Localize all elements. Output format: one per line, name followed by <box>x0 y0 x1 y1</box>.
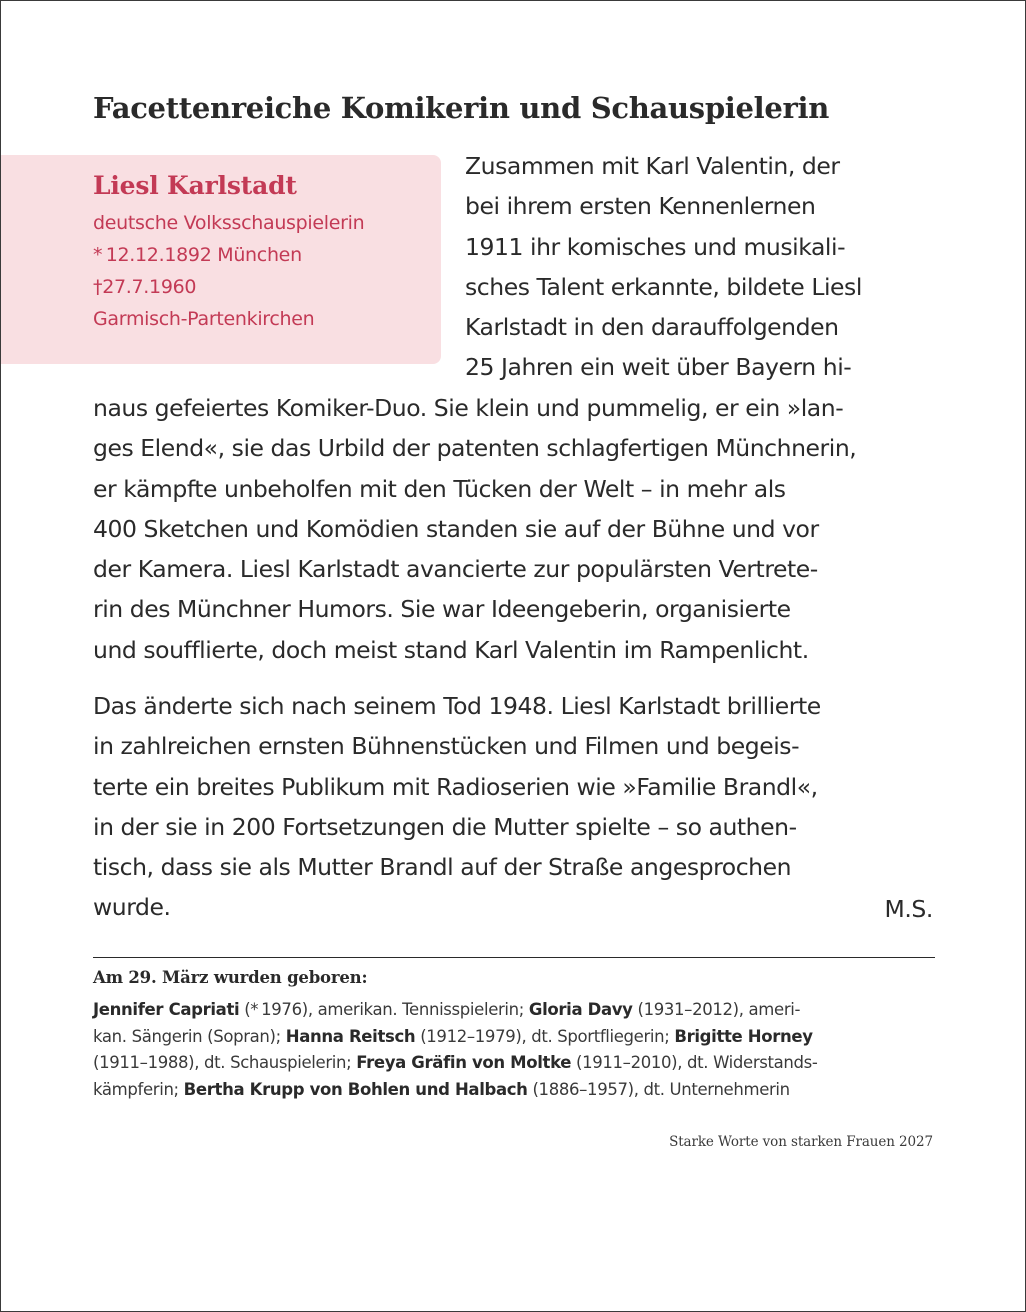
born-today-line <box>93 1024 943 1051</box>
text-line: er kämpfte unbeholfen mit den Tücken der Welt – in mehr als <box>93 474 786 503</box>
person-detail: kämpferin; <box>93 1079 184 1099</box>
page-title: Facettenreiche Komikerin und Schauspielerin <box>93 91 830 125</box>
text-line: naus gefeiertes Komiker-Duo. Sie klein und pummelig, er ein »lan- <box>93 394 844 422</box>
person-name: Bertha Krupp von Bohlen und Halbach <box>183 1079 528 1099</box>
born-today-line <box>93 1077 943 1104</box>
text-line: bei ihrem ersten Kennenlernen <box>465 192 816 221</box>
text-line: tisch, dass sie als Mutter Brandl auf der Straße angesprochen <box>93 853 792 882</box>
person-detail: (1931–2012), ameri- <box>632 1000 801 1019</box>
text-line: wurde. <box>93 893 171 922</box>
person-name: Gloria Davy <box>528 1000 633 1019</box>
bio-died: †27.7.1960 <box>93 276 197 298</box>
text-line: sches Talent erkannte, bildete Liesl <box>465 272 862 301</box>
born-today-list <box>93 997 943 1103</box>
page-footer: Starke Worte von starken Frauen 2027 <box>669 1134 933 1150</box>
body-text-right-column <box>465 146 862 388</box>
person-detail: kan. Sängerin (Sopran); <box>93 1026 286 1046</box>
section-divider <box>93 957 935 958</box>
person-detail: (1912–1979), dt. Sportfliegerin; <box>415 1026 675 1046</box>
bio-box <box>1 155 441 364</box>
text-line: Karlstadt in den darauffolgenden <box>465 313 839 342</box>
text-line: ges Elend«, sie das Urbild der patenten schlagfertigen Münchnerin, <box>93 434 857 463</box>
bio-role: deutsche Volksschauspielerin <box>93 212 365 234</box>
person-name: Brigitte Horney <box>674 1026 813 1046</box>
bio-died-place: Garmisch-Partenkirchen <box>93 308 315 330</box>
bio-name: Liesl Karlstadt <box>93 171 297 200</box>
person-name: Hanna Reitsch <box>285 1026 416 1046</box>
born-today-line <box>93 997 943 1024</box>
bio-born: * 12.12.1892 München <box>93 244 302 266</box>
text-line: in der sie in 200 Fortsetzungen die Mutter spielte – so authen- <box>93 812 797 841</box>
person-name: Jennifer Capriati <box>93 1000 240 1019</box>
person-detail: (* 1976), amerikan. Tennisspielerin; <box>239 1000 529 1019</box>
body-text-paragraph-2 <box>93 686 821 928</box>
born-today-line <box>93 1050 943 1077</box>
author-signature: M.S. <box>884 895 933 923</box>
text-line: in zahlreichen ernsten Bühnenstücken und Filmen und begeis- <box>93 732 800 761</box>
text-line: und soufflierte, doch meist stand Karl Valentin im Rampenlicht. <box>93 635 809 664</box>
text-line: der Kamera. Liesl Karlstadt avancierte zur populärsten Vertrete- <box>93 555 818 584</box>
body-text-full-width <box>93 388 856 670</box>
person-name: Freya Gräfin von Moltke <box>356 1053 572 1072</box>
text-line: 400 Sketchen und Komödien standen sie auf der Bühne und vor <box>93 514 819 543</box>
text-line: 25 Jahren ein weit über Bayern hi- <box>465 353 852 382</box>
person-detail: (1886–1957), dt. Unternehmerin <box>527 1079 790 1099</box>
text-line: Das änderte sich nach seinem Tod 1948. Liesl Karlstadt brillierte <box>93 692 821 720</box>
text-line: Zusammen mit Karl Valentin, der <box>465 152 840 180</box>
text-line: rin des Münchner Humors. Sie war Ideengeberin, organisierte <box>93 595 791 624</box>
text-line: 1911 ihr komisches und musikali- <box>465 232 846 261</box>
born-today-heading: Am 29. März wurden geboren: <box>93 968 368 987</box>
person-detail: (1911–2010), dt. Widerstands- <box>571 1053 818 1072</box>
person-detail: (1911–1988), dt. Schauspielerin; <box>93 1053 357 1072</box>
text-line: terte ein breites Publikum mit Radioserien wie »Familie Brandl«, <box>93 772 818 801</box>
